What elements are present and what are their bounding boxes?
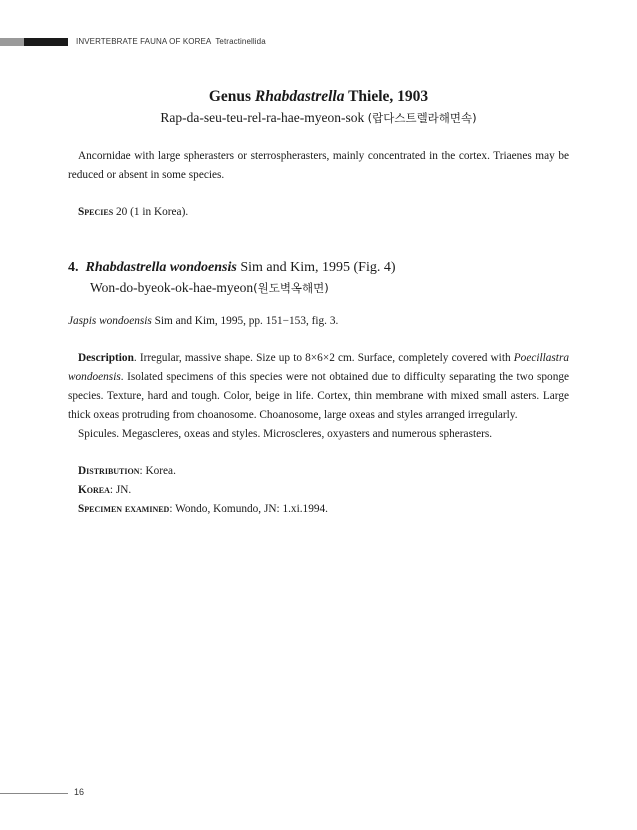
- page-number: 16: [74, 787, 85, 797]
- species-author: Sim and Kim, 1995: [236, 260, 350, 275]
- description-spicules: Spicules. Megascleres, oxeas and styles. Microscleres, oxyasters and numerous spherasters.: [78, 428, 493, 440]
- header-bar-dark: [24, 38, 68, 46]
- genus-description: [68, 147, 569, 185]
- genus-romanization: [0, 110, 637, 126]
- species-name: Rhabdastrella wondoensis: [85, 260, 237, 275]
- description-label: Description: [78, 352, 134, 364]
- synonym: [68, 312, 569, 331]
- description-text-1: . Irregular, massive shape. Size up to 8×6×2 cm. Surface, completely covered with: [133, 352, 514, 364]
- specimen-value: : Wondo, Komundo, JN: 1.xi.1994.: [169, 503, 328, 515]
- synonym-citation: Sim and Kim, 1995, pp. 151−153, fig. 3.: [151, 315, 339, 327]
- distribution-value: : Korea.: [139, 465, 176, 477]
- specimen-label: Specimen examined: [78, 503, 170, 515]
- genus-prefix: Genus: [208, 88, 255, 105]
- species-number: 4.: [68, 260, 79, 275]
- genus-author: Thiele, 1903: [344, 88, 429, 105]
- genus-description-text: Ancornidae with large spherasters or sterrospherasters, mainly concentrated in the cortex. Triaenes may be reduced or absent in some species.: [68, 150, 569, 181]
- description-text-2: . Isolated specimens of this species were not obtained due to difficulty separating the two sponge species. Texture, hard and tough. Color, beige in life. Cortex, thin membrane with mixed small asters. Large thick oxeas protruding from choanosome. Choanosome, large oxeas and styles arranged irregularly.: [68, 371, 569, 421]
- description-host: Poecillastra wondoensis: [68, 352, 569, 383]
- running-section: Tetractinellida: [215, 37, 266, 46]
- distribution: [68, 462, 569, 519]
- species-count-label: Species: [78, 206, 114, 218]
- genus-title: [0, 88, 637, 106]
- species-count: [68, 203, 569, 222]
- genus-korean: (랍다스트렐라해면속): [367, 111, 477, 125]
- header-bar-light: [0, 38, 24, 46]
- korea-value: : JN.: [109, 484, 132, 496]
- description: [68, 349, 569, 444]
- species-romanization: [90, 280, 329, 296]
- genus-romanized: Rap-da-seu-teu-rel-ra-hae-myeon-sok: [160, 110, 365, 125]
- distribution-label: Distribution: [78, 465, 140, 477]
- korea-label: Korea: [78, 484, 110, 496]
- running-header: [76, 37, 266, 46]
- synonym-name: Jaspis wondoensis: [68, 315, 152, 327]
- species-count-value: 20 (1 in Korea).: [113, 206, 189, 218]
- species-korean: (원도벽옥해면): [253, 281, 329, 295]
- species-romanized: Won-do-byeok-ok-hae-myeon: [90, 280, 254, 295]
- species-figure-ref: (Fig. 4): [350, 260, 396, 275]
- species-title: [68, 260, 396, 276]
- footer-rule: [0, 793, 68, 794]
- running-title: INVERTEBRATE FAUNA OF KOREA: [76, 37, 212, 46]
- genus-name: Rhabdastrella: [254, 88, 345, 105]
